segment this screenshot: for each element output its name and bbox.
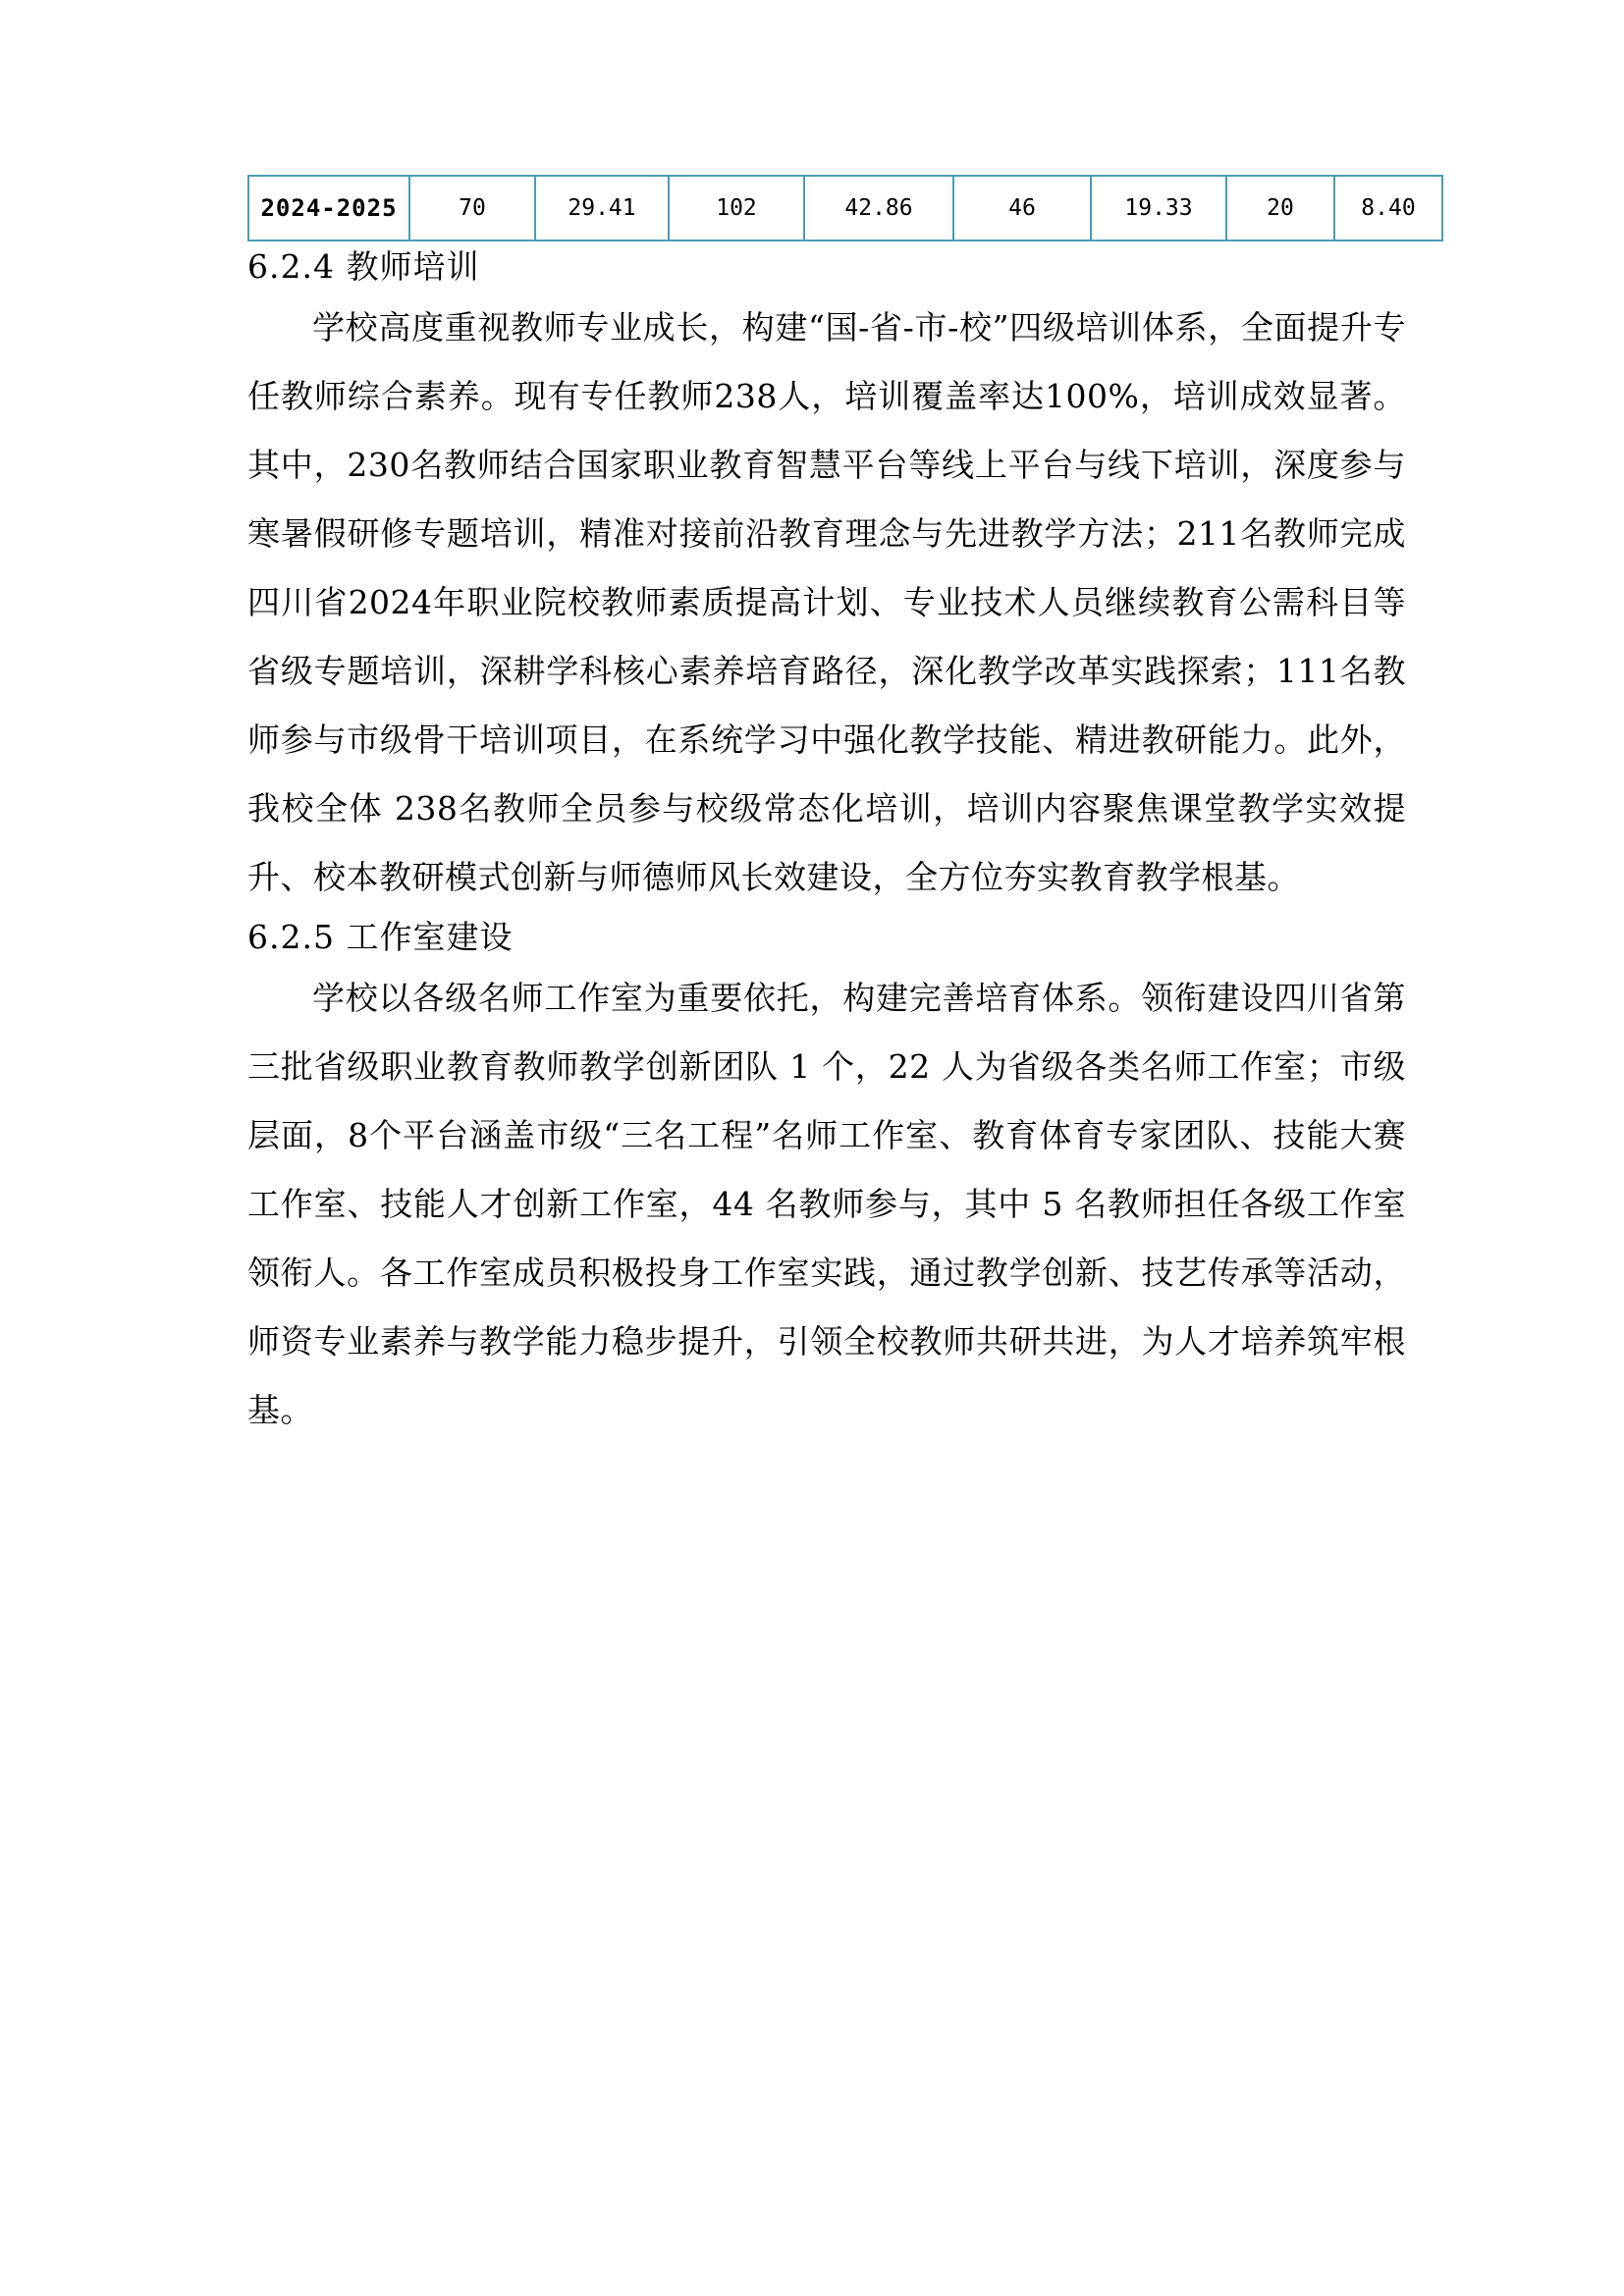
table-cell: 102 [669, 176, 804, 240]
table-cell: 42.86 [804, 176, 953, 240]
table-cell: 29.41 [535, 176, 669, 240]
table-cell: 46 [953, 176, 1091, 240]
table-cell: 70 [409, 176, 535, 240]
table-row [248, 176, 1442, 240]
section-paragraph-6-2-5: 学校以各级名师工作室为重要依托，构建完善培育体系。领衔建设四川省第三批省级职业教育教师教学创新团队 1 个，22 人为省级各类名师工作室；市级层面，8个平台涵盖市级“三名工程”名师工作室、教育体育专家团队、技能大赛工作室、技能人才创新工作室，44 名教师参与，其中 5 名教师担任各级工作室领衔人。各工作室成员积极投身工作室实践，通过教学创新、技艺传承等活动，师资专业素养与教学能力稳步提升，引领全校教师共研共进，为人才培养筑牢根基。 [247, 978, 1406, 1429]
section-heading-6-2-4: 6.2.4 教师培训 [247, 247, 480, 286]
table-cell: 8.40 [1334, 176, 1442, 240]
table-cell: 20 [1226, 176, 1334, 240]
section-heading-6-2-5: 6.2.5 工作室建设 [247, 917, 514, 956]
teacher-stats-table [247, 175, 1443, 241]
table-cell: 19.33 [1091, 176, 1226, 240]
table-cell-year: 2024-2025 [248, 176, 409, 240]
section-paragraph-6-2-4: 学校高度重视教师专业成长，构建“国-省-市-校”四级培训体系，全面提升专任教师综合素养。现有专任教师238人，培训覆盖率达100%，培训成效显著。其中，230名教师结合国家职业教育智慧平台等线上平台与线下培训，深度参与寒暑假研修专题培训，精准对接前沿教育理念与先进教学方法；211名教师完成四川省2024年职业院校教师素质提高计划、专业技术人员继续教育公需科目等省级专题培训，深耕学科核心素养培育路径，深化教学改革实践探索；111名教师参与市级骨干培训项目，在系统学习中强化教学技能、精进教研能力。此外，我校全体 238名教师全员参与校级常态化培训，培训内容聚焦课堂教学实效提升、校本教研模式创新与师德师风长效建设，全方位夯实教育教学根基。 [247, 307, 1406, 896]
page-content [247, 175, 1416, 1445]
